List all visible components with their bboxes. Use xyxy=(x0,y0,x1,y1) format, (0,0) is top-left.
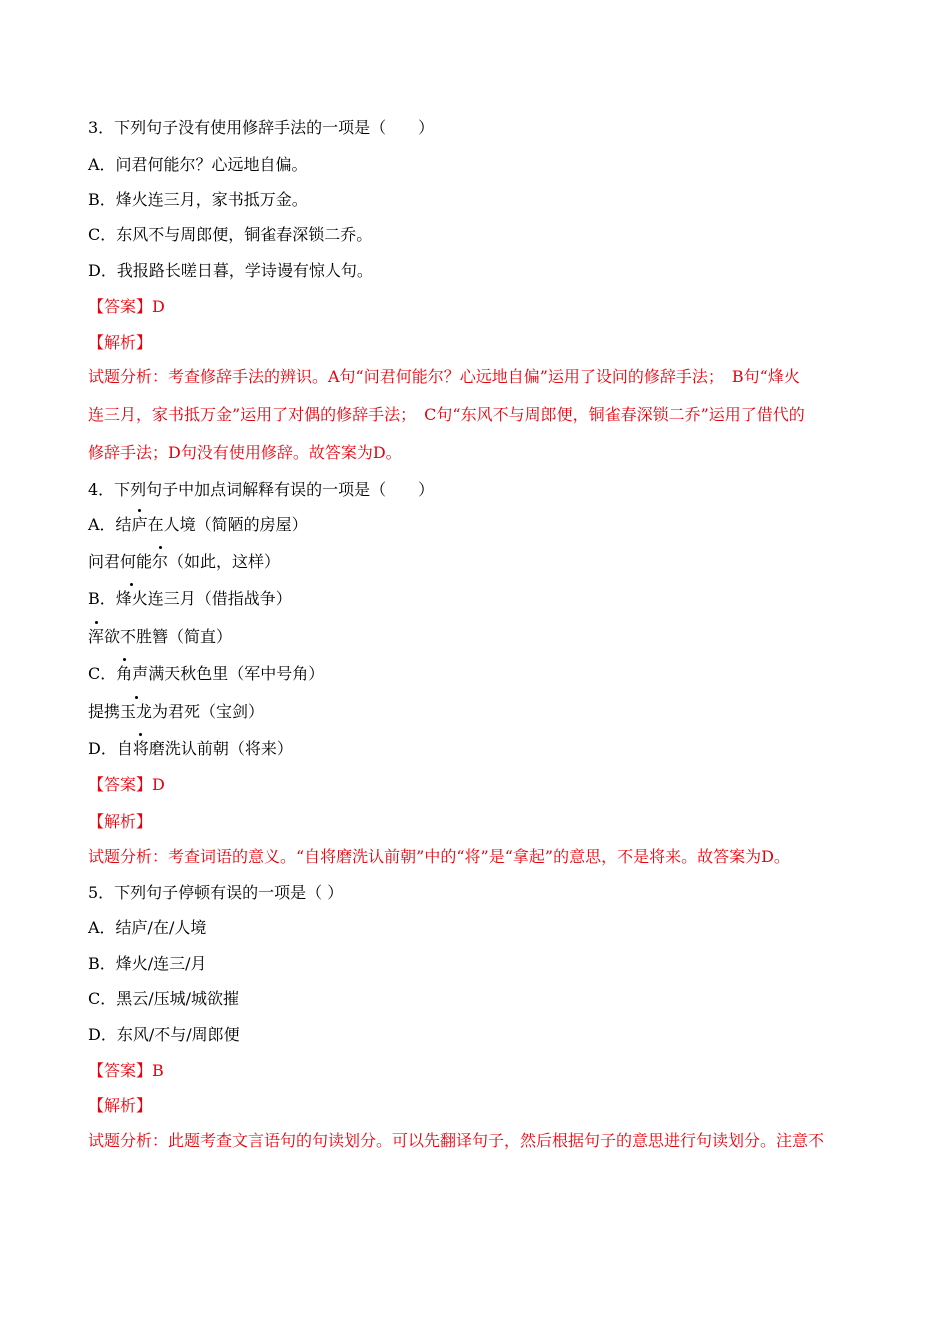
q4-line-c2-pre: 提携 xyxy=(88,702,121,721)
q5-option-d: D．东风/不与/周郎便 xyxy=(88,1025,240,1044)
q4-line-b1-post: 连三月（借指战争） xyxy=(147,589,292,608)
q3-option-d: D．我报路长嗟日暮，学诗谩有惊人句。 xyxy=(88,261,373,280)
q4-line-a2-post: （如此，这样） xyxy=(168,552,281,571)
q4-line-d-post: 磨洗认前朝（将来） xyxy=(148,739,293,758)
q5-analysis: 试题分析：此题考查文言语句的句读划分。可以先翻译句子，然后根据句子的意思进行句读划分。注意不 xyxy=(88,1131,825,1150)
q5-option-a: A．结庐/在/人境 xyxy=(88,918,207,937)
q4-line-c1 xyxy=(88,664,324,684)
q4-dotted-word: 烽火 xyxy=(115,589,148,608)
q4-line-d-pre: D．自 xyxy=(88,739,133,758)
q4-line-c1-pre: C． xyxy=(88,664,117,683)
q3-analysis-line-1: 试题分析：考查修辞手法的辨识。A句“问君何能尔？心远地自偏”运用了设问的修辞手法； B句“烽火 xyxy=(88,367,800,386)
q4-line-b2 xyxy=(88,627,232,647)
q3-analysis-line-2: 连三月，家书抵万金”运用了对偶的修辞手法； C句“东风不与周郎便，铜雀春深锁二乔”运用了借代的 xyxy=(88,405,805,424)
q4-line-b1 xyxy=(88,589,292,609)
q3-option-b: B．烽火连三月，家书抵万金。 xyxy=(88,190,308,209)
q3-option-c: C．东风不与周郎便，铜雀春深锁二乔。 xyxy=(88,225,373,244)
q4-line-a1-post: 在人境（简陋的房屋） xyxy=(147,515,308,534)
q4-dotted-word: 将 xyxy=(132,739,149,758)
q3-stem: 3．下列句子没有使用修辞手法的一项是（ ） xyxy=(88,118,435,137)
q5-option-b: B．烽火/连三/月 xyxy=(88,954,207,973)
q3-option-a: A．问君何能尔？心远地自偏。 xyxy=(88,155,308,174)
q4-line-a1 xyxy=(88,515,308,535)
q4-line-c2-post: 为君死（宝剑） xyxy=(152,702,265,721)
q5-analysis-label: 【解析】 xyxy=(88,1096,153,1115)
q4-line-c1-post: 声满天秋色里（军中号角） xyxy=(132,664,325,683)
q4-dotted-word: 玉龙 xyxy=(120,702,153,721)
q3-analysis-label: 【解析】 xyxy=(88,333,153,352)
q4-line-a2-pre: 问君何能 xyxy=(88,552,153,571)
q4-line-b2-post: 欲不胜簪（简直） xyxy=(104,627,233,646)
q5-option-c: C．黑云/压城/城欲摧 xyxy=(88,989,240,1008)
q4-line-c2 xyxy=(88,702,264,722)
q4-line-d xyxy=(88,739,293,759)
q4-analysis: 试题分析：考查词语的意义。“自将磨洗认前朝”中的“将”是“拿起”的意思，不是将来。故答案为D。 xyxy=(88,847,790,866)
q4-dotted-word: 庐 xyxy=(131,515,148,534)
q4-line-b1-pre: B． xyxy=(88,589,116,608)
q4-dotted-word: 浑 xyxy=(88,627,105,646)
q4-analysis-label: 【解析】 xyxy=(88,812,153,831)
q4-dotted-word: 尔 xyxy=(152,552,169,571)
q4-dotted-word: 角 xyxy=(116,664,133,683)
q4-line-a2 xyxy=(88,552,280,572)
q3-answer: 【答案】D xyxy=(88,297,165,316)
q5-answer: 【答案】B xyxy=(88,1061,164,1080)
q3-analysis-line-3: 修辞手法；D句没有使用修辞。故答案为D。 xyxy=(88,443,402,462)
q4-stem: 4．下列句子中加点词解释有误的一项是（ ） xyxy=(88,480,435,499)
q5-stem: 5．下列句子停顿有误的一项是（ ） xyxy=(88,883,344,902)
q4-line-a1-pre: A．结 xyxy=(88,515,132,534)
q4-answer: 【答案】D xyxy=(88,775,165,794)
